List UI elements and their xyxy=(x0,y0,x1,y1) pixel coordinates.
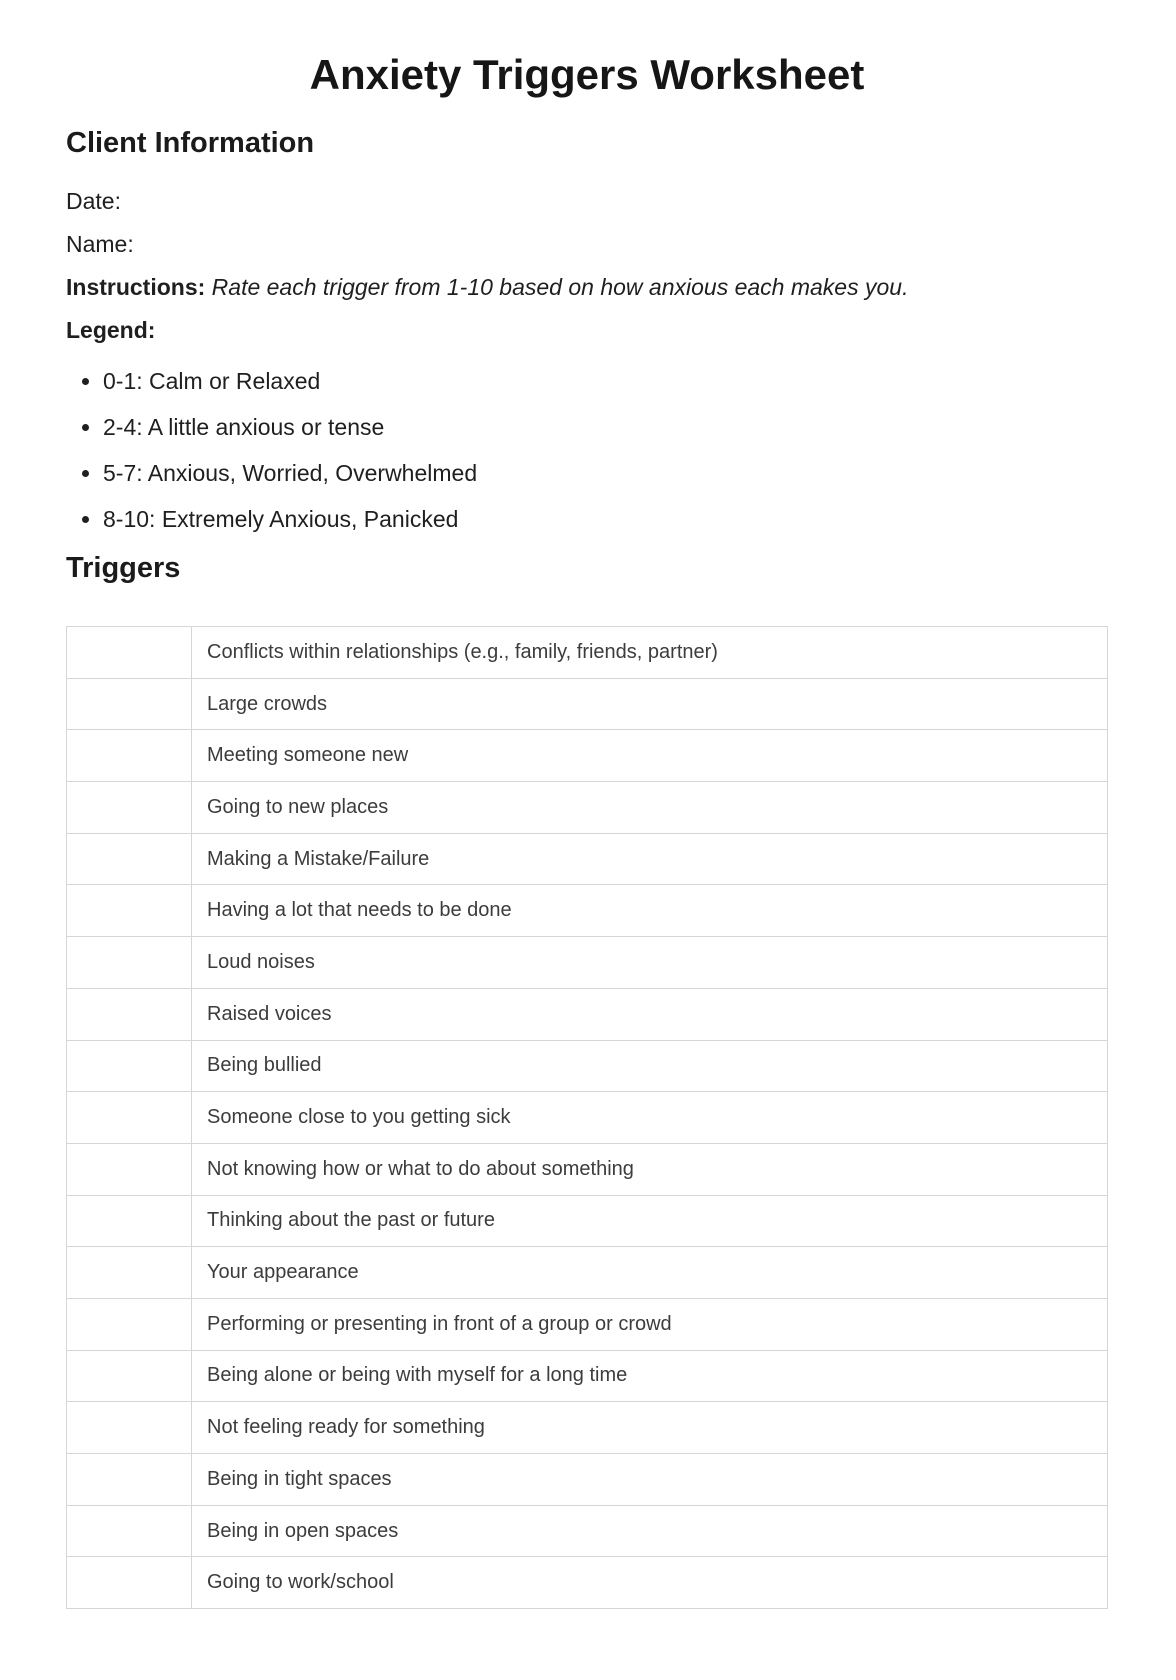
trigger-label-cell: Someone close to you getting sick xyxy=(192,1092,1108,1144)
rating-cell[interactable] xyxy=(67,627,192,679)
legend-label: Legend: xyxy=(66,317,156,343)
trigger-row xyxy=(67,988,1108,1040)
trigger-label-cell: Thinking about the past or future xyxy=(192,1195,1108,1247)
legend-item: • 2-4: A little anxious or tense xyxy=(103,413,1108,441)
page-title: Anxiety Triggers Worksheet xyxy=(309,51,865,98)
name-line xyxy=(66,230,1108,258)
trigger-label-cell: Going to work/school xyxy=(192,1557,1108,1609)
trigger-label-cell: Your appearance xyxy=(192,1247,1108,1299)
trigger-row xyxy=(67,1505,1108,1557)
instructions-label: Instructions: xyxy=(66,274,206,300)
trigger-label-cell: Performing or presenting in front of a group or crowd xyxy=(192,1298,1108,1350)
rating-cell[interactable] xyxy=(67,1298,192,1350)
rating-cell[interactable] xyxy=(67,1143,192,1195)
rating-cell[interactable] xyxy=(67,1350,192,1402)
trigger-row xyxy=(67,678,1108,730)
rating-cell[interactable] xyxy=(67,833,192,885)
name-label: Name: xyxy=(66,231,134,257)
rating-cell[interactable] xyxy=(67,1557,192,1609)
rating-cell[interactable] xyxy=(67,1195,192,1247)
legend-line xyxy=(66,316,1108,344)
trigger-row xyxy=(67,730,1108,782)
triggers-table-body xyxy=(67,627,1108,1609)
trigger-row xyxy=(67,1298,1108,1350)
trigger-label-cell: Having a lot that needs to be done xyxy=(192,885,1108,937)
rating-cell[interactable] xyxy=(67,678,192,730)
trigger-label-cell: Being in tight spaces xyxy=(192,1454,1108,1506)
trigger-label-cell: Conflicts within relationships (e.g., family, friends, partner) xyxy=(192,627,1108,679)
instructions-line xyxy=(66,273,1108,301)
date-line xyxy=(66,187,1108,215)
trigger-row xyxy=(67,1092,1108,1144)
trigger-row xyxy=(67,833,1108,885)
legend-item: • 0-1: Calm or Relaxed xyxy=(103,367,1108,395)
trigger-row xyxy=(67,1195,1108,1247)
trigger-row xyxy=(67,1402,1108,1454)
worksheet-page xyxy=(0,50,1176,1609)
trigger-row xyxy=(67,1040,1108,1092)
trigger-label-cell: Being in open spaces xyxy=(192,1505,1108,1557)
trigger-row xyxy=(67,1454,1108,1506)
legend-item: • 5-7: Anxious, Worried, Overwhelmed xyxy=(103,459,1108,487)
rating-cell[interactable] xyxy=(67,1402,192,1454)
triggers-heading: Triggers xyxy=(66,552,181,584)
rating-cell[interactable] xyxy=(67,782,192,834)
rating-cell[interactable] xyxy=(67,885,192,937)
trigger-row xyxy=(67,1247,1108,1299)
trigger-label-cell: Being bullied xyxy=(192,1040,1108,1092)
date-label: Date: xyxy=(66,188,121,214)
rating-cell[interactable] xyxy=(67,937,192,989)
client-information-heading: Client Information xyxy=(66,127,315,159)
trigger-label-cell: Making a Mistake/Failure xyxy=(192,833,1108,885)
trigger-label-cell: Being alone or being with myself for a long time xyxy=(192,1350,1108,1402)
trigger-label-cell: Not feeling ready for something xyxy=(192,1402,1108,1454)
trigger-row xyxy=(67,782,1108,834)
rating-cell[interactable] xyxy=(67,1247,192,1299)
rating-cell[interactable] xyxy=(67,1092,192,1144)
trigger-label-cell: Not knowing how or what to do about something xyxy=(192,1143,1108,1195)
trigger-row xyxy=(67,1350,1108,1402)
rating-cell[interactable] xyxy=(67,988,192,1040)
legend-item: • 8-10: Extremely Anxious, Panicked xyxy=(103,505,1108,533)
rating-cell[interactable] xyxy=(67,1454,192,1506)
trigger-label-cell: Meeting someone new xyxy=(192,730,1108,782)
trigger-label-cell: Going to new places xyxy=(192,782,1108,834)
trigger-label-cell: Large crowds xyxy=(192,678,1108,730)
instructions-text: Rate each trigger from 1-10 based on how anxious each makes you. xyxy=(211,274,909,300)
rating-cell[interactable] xyxy=(67,1505,192,1557)
trigger-row xyxy=(67,937,1108,989)
trigger-row xyxy=(67,885,1108,937)
rating-cell[interactable] xyxy=(67,730,192,782)
trigger-label-cell: Loud noises xyxy=(192,937,1108,989)
trigger-row xyxy=(67,1557,1108,1609)
rating-cell[interactable] xyxy=(67,1040,192,1092)
trigger-label-cell: Raised voices xyxy=(192,988,1108,1040)
trigger-row xyxy=(67,1143,1108,1195)
legend-list xyxy=(66,367,1108,533)
triggers-table xyxy=(66,626,1108,1609)
trigger-row xyxy=(67,627,1108,679)
